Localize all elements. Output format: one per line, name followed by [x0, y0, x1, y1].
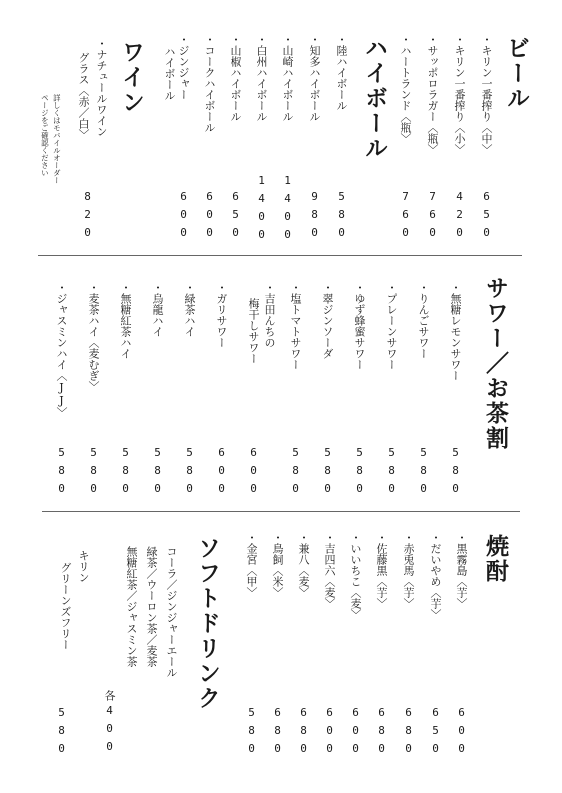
sour-price: 580: [55, 446, 68, 500]
sour-item: ・吉田んちの: [263, 282, 276, 348]
wine-item: グラス〈赤／白〉: [77, 52, 90, 140]
shochu-price: 680: [375, 706, 388, 760]
beer-title: ビール: [503, 36, 530, 111]
highball-item: ハイボール: [163, 46, 176, 101]
sour-item: ・りんごサワー: [417, 282, 430, 359]
beer-item: ・サッポロラガー〈瓶〉: [426, 34, 439, 155]
section-divider: [42, 511, 520, 512]
highball-item: ・コークハイボール: [203, 34, 216, 133]
sour-price: 580: [289, 446, 302, 500]
soft-kirin-price: 580: [55, 706, 68, 760]
wine-item: ・ナチュールワイン: [95, 38, 108, 137]
shochu-item: ・いいちこ〈麦〉: [349, 532, 362, 620]
sour-price: 580: [417, 446, 430, 500]
sour-price: 580: [353, 446, 366, 500]
beer-item: ・キリン一番搾り〈中〉: [480, 34, 493, 155]
highball-price: 650: [229, 190, 242, 244]
highball-item: ・知多ハイボール: [308, 34, 321, 122]
highball-price: 600: [203, 190, 216, 244]
beer-price: 760: [399, 190, 412, 244]
shochu-item: ・兼八〈麦〉: [297, 532, 310, 598]
sour-price: 580: [385, 446, 398, 500]
highball-price: 600: [177, 190, 190, 244]
sour-item: ・翠ジンソーダ: [321, 282, 334, 359]
wine-title: ワイン: [118, 40, 145, 115]
soft-title: ソフトドリンク: [194, 536, 221, 711]
sour-item: ・無糖レモンサワー: [449, 282, 462, 381]
shochu-price: 600: [323, 706, 336, 760]
shochu-item: ・だいやめ〈芋〉: [429, 532, 442, 620]
sour-item: ・ゆず蜂蜜サワー: [353, 282, 366, 370]
sour-price: 580: [449, 446, 462, 500]
beer-price: 760: [426, 190, 439, 244]
soft-line: 無糖紅茶／ジャスミン茶: [125, 546, 138, 667]
shochu-price: 600: [349, 706, 362, 760]
soft-line: コーラ／ジンジャーエール: [165, 546, 178, 678]
wine-note: 詳しくはモバイルオーダー: [52, 94, 62, 184]
sour-price: 580: [119, 446, 132, 500]
beer-item: ・キリン一番搾り〈小〉: [453, 34, 466, 155]
highball-price: 580: [335, 190, 348, 244]
sour-item: ・ガリサワー: [215, 282, 228, 348]
shochu-price: 650: [429, 706, 442, 760]
sour-title: サワー／お茶割: [482, 276, 509, 451]
soft-line: 緑茶／ウーロン茶／麦茶: [145, 546, 158, 667]
sour-price: 600: [247, 446, 260, 500]
highball-item: ・ジンジャー: [177, 34, 190, 100]
shochu-item: ・金宮〈甲〉: [245, 532, 258, 598]
soft-price: 400: [103, 704, 116, 758]
sour-item: 梅干しサワー: [247, 298, 260, 364]
soft-kirin-item: グリーンズフリー: [59, 562, 72, 650]
shochu-price: 680: [271, 706, 284, 760]
wine-note: ページをご確認ください: [40, 94, 50, 177]
sour-item: ・ジャスミンハイ〈JJ〉: [55, 282, 68, 418]
sour-price: 580: [151, 446, 164, 500]
sour-price: 580: [321, 446, 334, 500]
highball-item: ・白州ハイボール: [255, 34, 268, 122]
shochu-title: 焼酎: [482, 534, 509, 584]
sour-item: ・無糖紅茶ハイ: [119, 282, 132, 359]
shochu-item: ・吉四六〈麦〉: [323, 532, 336, 609]
sour-item: ・麦茶ハイ〈麦むぎ〉: [87, 282, 100, 392]
shochu-price: 680: [402, 706, 415, 760]
shochu-item: ・佐藤黒〈芋〉: [375, 532, 388, 609]
section-divider: [38, 255, 522, 256]
shochu-item: ・黒霧島〈芋〉: [455, 532, 468, 609]
sour-price: 600: [215, 446, 228, 500]
sour-item: ・プレーンサワー: [385, 282, 398, 370]
wine-price: 820: [81, 190, 94, 244]
sour-item: ・塩トマトサワー: [289, 282, 302, 370]
shochu-price: 580: [245, 706, 258, 760]
sour-price: 580: [87, 446, 100, 500]
highball-item: ・陸ハイボール: [335, 34, 348, 111]
sour-item: ・緑茶ハイ: [183, 282, 196, 337]
soft-price-prefix: 各: [103, 690, 116, 701]
highball-price: 980: [308, 190, 321, 244]
highball-price: 1400: [281, 174, 294, 246]
soft-kirin-label: キリン: [77, 550, 90, 583]
shochu-item: ・赤兎馬〈芋〉: [402, 532, 415, 609]
highball-title: ハイボール: [361, 36, 388, 161]
beer-price: 420: [453, 190, 466, 244]
beer-price: 650: [480, 190, 493, 244]
highball-item: ・山椒ハイボール: [229, 34, 242, 122]
shochu-price: 600: [455, 706, 468, 760]
highball-price: 1400: [255, 174, 268, 246]
sour-price: 580: [183, 446, 196, 500]
shochu-price: 680: [297, 706, 310, 760]
beer-item: ・ハートランド〈瓶〉: [399, 34, 412, 144]
sour-item: ・烏龍ハイ: [151, 282, 164, 337]
shochu-item: ・鳥飼〈米〉: [271, 532, 284, 598]
highball-item: ・山崎ハイボール: [281, 34, 294, 122]
